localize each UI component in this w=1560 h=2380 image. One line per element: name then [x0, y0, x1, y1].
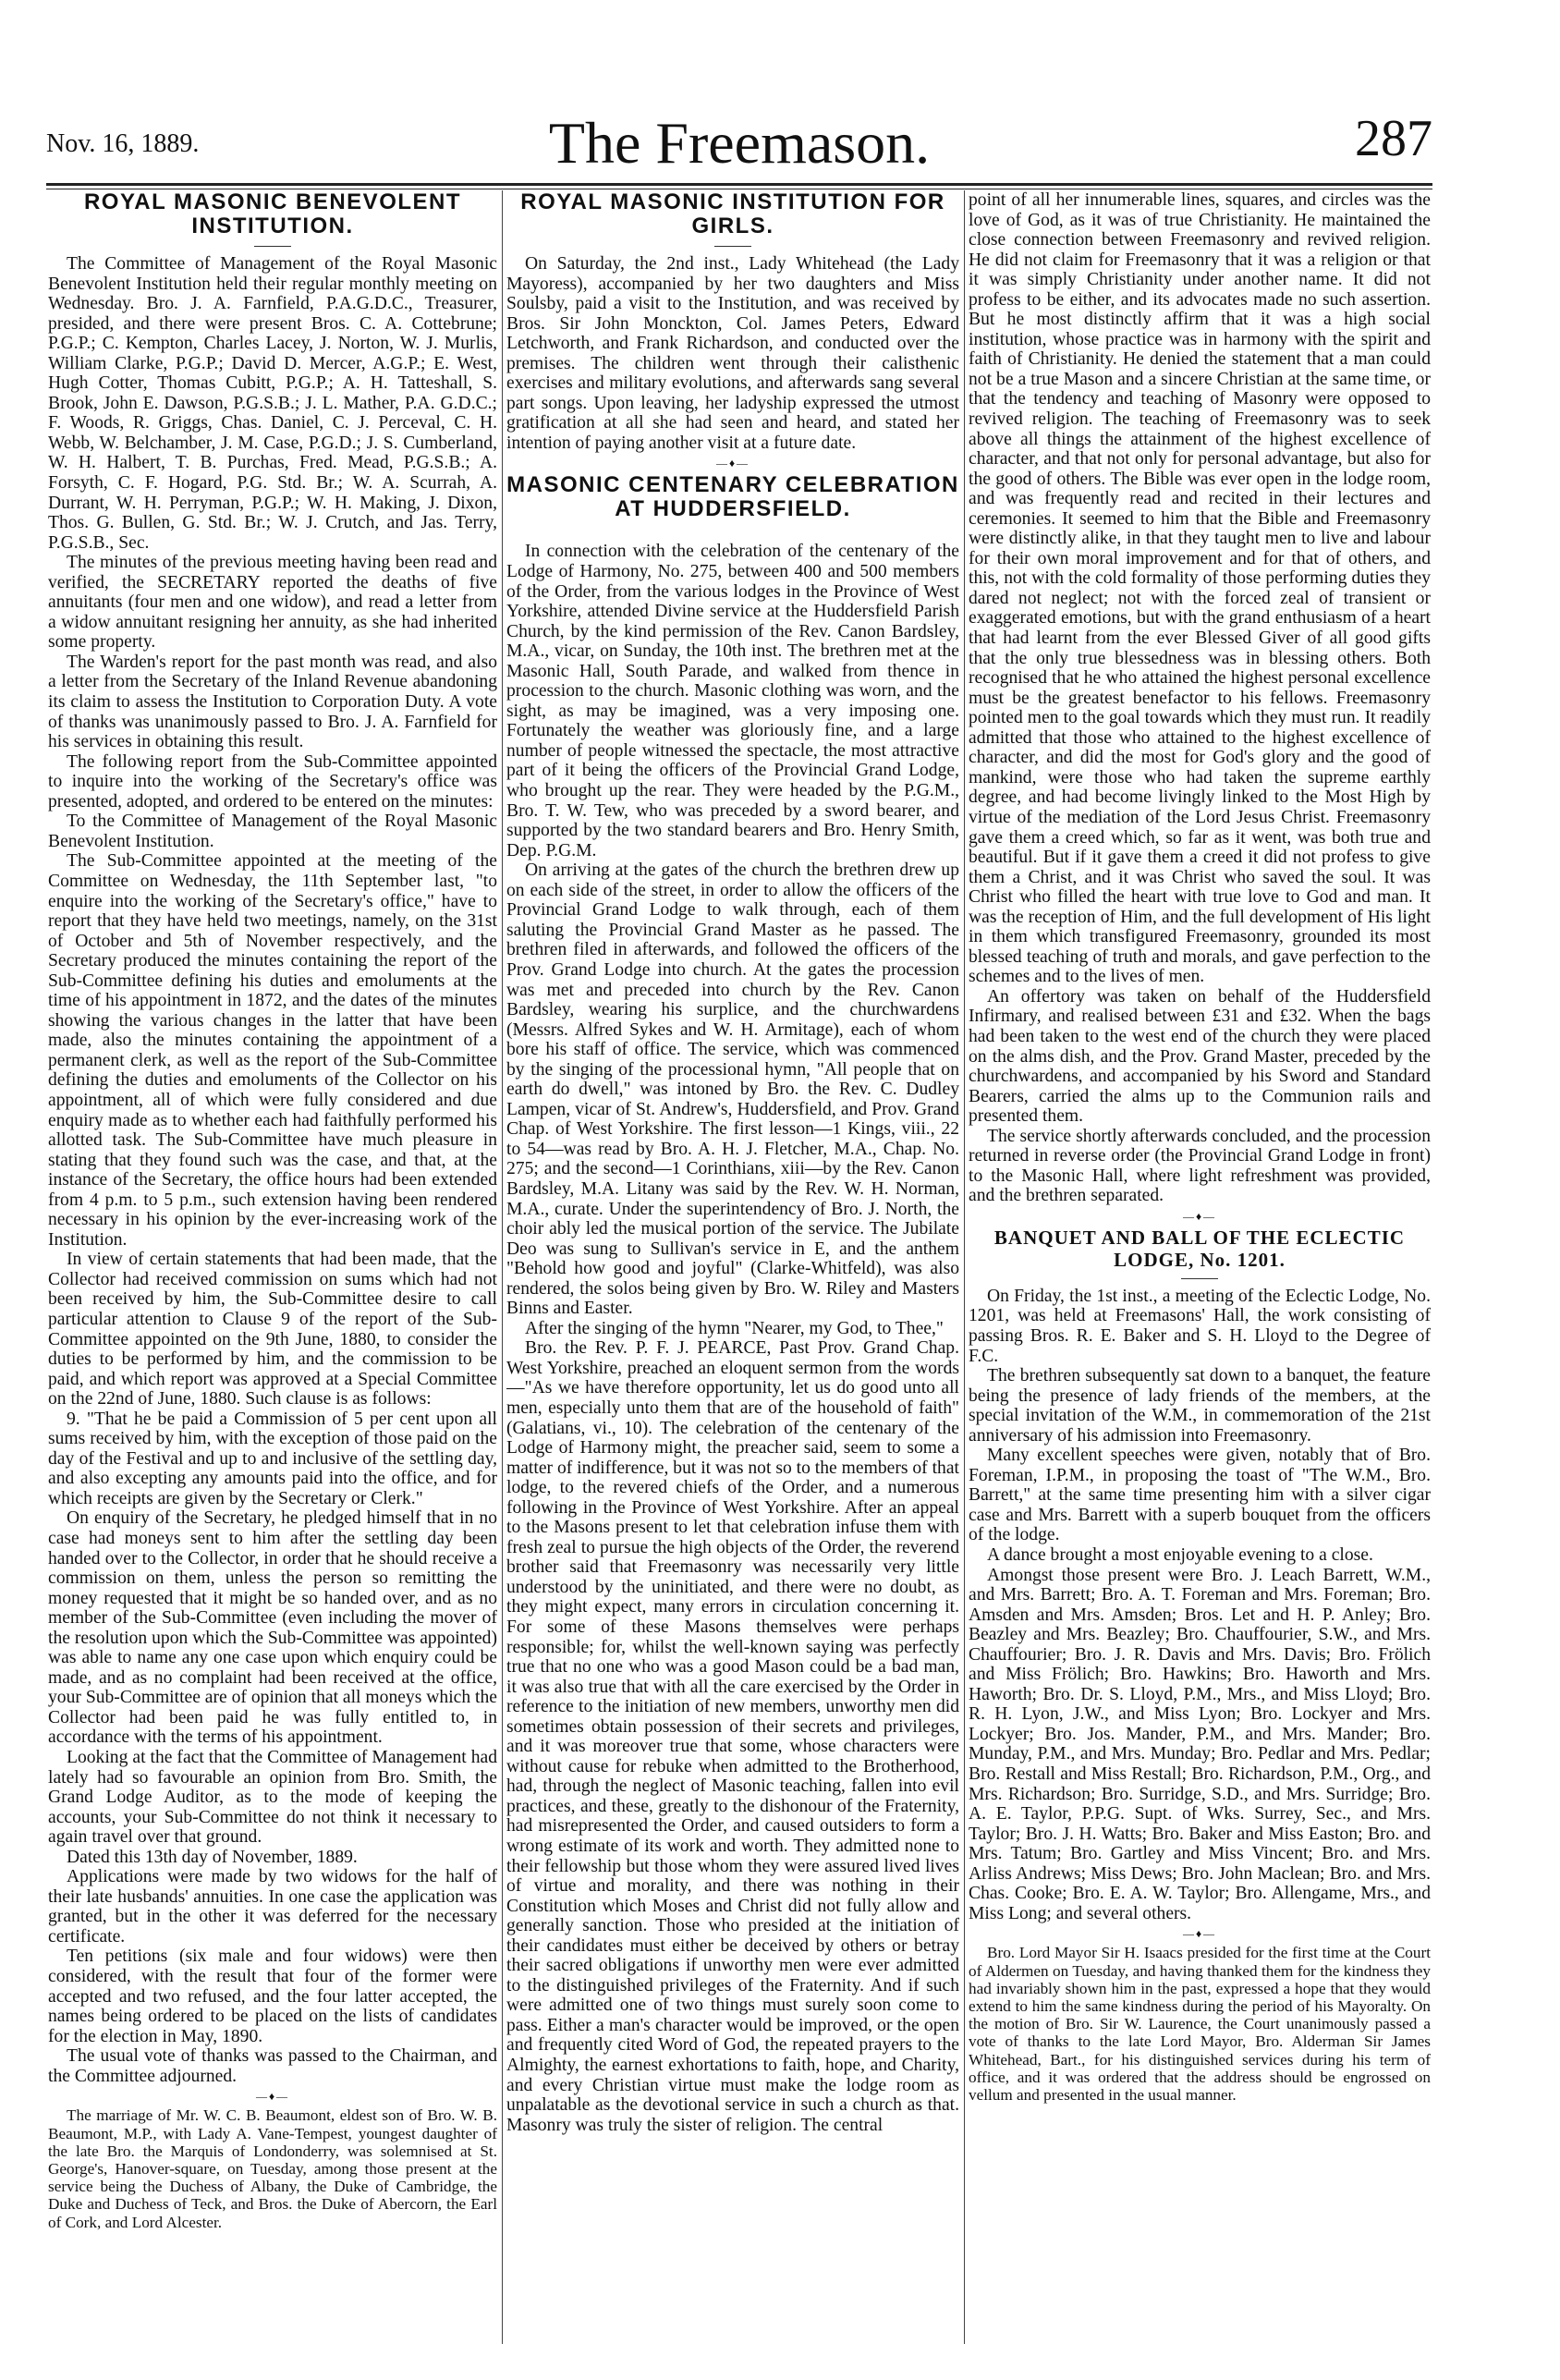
column-3: [969, 190, 1431, 2344]
newspaper-title: The Freemason.: [548, 110, 931, 176]
paragraph: To the Committee of Management of the Royal Masonic Benevolent Institution.: [48, 812, 497, 851]
paragraph: In connection with the celebration of the centenary of the Lodge of Harmony, No. 275, between 400 and 500 members of the Order, from the various lodges in the Province of West Yorkshire, attended Divine service at the Huddersfield Parish Church, by the kind permission of the Rev. Canon Bardsley, M.A., vicar, on Sunday, the 10th inst. The brethren met at the Masonic Hall, South Parade, and walked from thence in procession to the church. Masonic clothing was worn, and the sight, as may be imagined, was a very imposing one. Fortunately the weather was gloriously fine, and a large number of people witnessed the spectacle, the most attractive part of it being the officers of the Provincial Grand Lodge, who brought up the rear. They were headed by the P.G.M., Bro. T. W. Tew, who was preceded by a sword bearer, and supported by the two standard bearers and Bro. Henry Smith, Dep. P.G.M.: [506, 542, 959, 860]
paragraph: After the singing of the hymn "Nearer, my God, to Thee,": [525, 1318, 944, 1338]
masthead: [46, 109, 1432, 183]
paragraph: Amongst those present were Bro. J. Leach Barrett, W.M., and Mrs. Barrett; Bro. A. T. Foreman and Mrs. Foreman; Bro. Amsden and Mrs. Amsden; Bros. Let and H. P. Anley; Bro. Beazley and Mrs. Beazley; Bro. Chauffourier, S.W., and Mrs. Chauffourier; Bro. J. R. Davis and Mrs. Davis; Bro. Frölich and Miss Frölich; Bro. Hawkins; Bro. Haworth and Mrs. Haworth; Bro. Dr. S. Lloyd, P.M., Mrs., and Miss Lloyd; Bro. R. H. Lyon, J.W., and Miss Lyon; Bro. Lockyer and Mrs. Lockyer; Bro. Jos. Mander, P.M., and Mrs. Mander; Bro. Munday, P.M., and Mrs. Munday; Bro. Pedlar and Mrs. Pedlar; Bro. Restall and Miss Restall; Bro. Richardson, P.M., Org., and Mrs. Richardson; Bro. Surridge, S.D., and Mrs. Surridge; Bro. A. E. Taylor, P.P.G. Supt. of Wks. Surrey, Sec., and Mrs. Taylor; Bro. J. H. Watts; Bro. Baker and Miss Easton; Bro. and Mrs. Tatum; Bro. Gartley and Miss Vincent; Bro. and Mrs. Arliss Andrews; Miss Dews; Bro. John Maclean; Bro. and Mrs. Chas. Cooke; Bro. E. A. W. Taylor; Bro. Allengame, Mrs., and Miss Long; and several others.: [969, 1565, 1431, 1923]
paragraph: In view of certain statements that had been made, that the Collector had received commission on sums which had not been received by him, the Sub-Committee desire to call particular attention to Clause 9 of the report of the Sub-Committee appointed on the 9th June, 1880, to consider the duties to be performed by him, and the commission to be paid, and which report was approved at a Special Committee on the 22nd of June, 1880. Such clause is as follows:: [48, 1250, 497, 1410]
page-number: 287: [1355, 110, 1432, 167]
section-ornament: —♦—: [1182, 1209, 1217, 1223]
masthead-rule: [46, 183, 1432, 186]
issue-date: Nov. 16, 1889.: [46, 129, 200, 158]
article-heading: ROYAL MASONIC BENEVOLENT INSTITUTION.: [83, 190, 462, 238]
heading-rule: [254, 246, 291, 247]
paragraph: 9. "That he be paid a Commission of 5 per cent upon all sums received by him, with the exception of those paid on the day of the Festival and up to and inclusive of the settling day, and also excepting any amounts paid into the office, and for which receipts are given by the Secretary or Clerk.": [48, 1409, 497, 1508]
section-ornament: —♦—: [1182, 1927, 1217, 1941]
paragraph: point of all her innumerable lines, squares, and circles was the love of God, as it was of true Christianity. He maintained the close connection between Freemasonry and revived religion. He did not claim for Freemasonry that it was a religion or that it was simply Christianity under another name. It did not profess to be either, and its advocates made no such assertion. But he most distinctly affirm that it was a high social institution, whose practice was in harmony with the spirit and faith of Christianity. He denied the statement that a man could not be a true Mason and a sincere Christian at the same time, or that the tendency and teaching of Masonry were opposed to revived religion. The teaching of Freemasonry was to seek above all things the attainment of the highest excellence of character, and that not only for personal advantage, but also for the good of others. The Bible was ever open in the lodge room, and was frequently read and recited in their lectures and ceremonies. It seemed to him that the Bible and Freemasonry were distinctly alike, in that they taught men to live and labour for their own moral improvement and for that of others, and this, not with the cold formality of those performing duties they dared not neglect; not with the forced zeal of transient or exaggerated emotions, but with the grand enthusiasm of a heart that had learnt from the ever Blessed Giver of all good gifts that the only true blessedness was in blessing others. Both recognised that he who attained the highest personal excellence must be the greatest benefactor to his fellows. Freemasonry pointed men to the goal towards which they must run. It readily admitted that those who attained to the highest excellence of character, and did the most for God's glory and the good of mankind, were those who had taken the supreme earthly degree, and had become livingly linked to the Most High by virtue of the mediation of the Lord Jesus Christ. Freemasonry gave them a creed which, so far as it went, was both true and beautiful. But if it gave them a creed it did not profess to give them a Christ, and it was Christ who saved the soul. It was Christ who filled the heart with true love to God and man. It was the reception of Him, and the full development of His light in them which transfigured Freemasonry, grounded its most blessed teaching of truth and morals, and gave perfection to the schemes and to the lives of men.: [969, 190, 1431, 987]
paragraph: The usual vote of thanks was passed to the Chairman, and the Committee adjourned.: [48, 2046, 497, 2086]
paragraph: Bro. Lord Mayor Sir H. Isaacs presided for the first time at the Court of Aldermen on Tuesday, and having thanked them for the kindness they had invariably shown him in the past, expressed a hope that they would extend to him the same kindness during the period of his Mayoralty. On the motion of Bro. Sir W. Laurence, the Court unanimously passed a vote of thanks to the late Lord Mayor, Bro. Alderman Sir James Whitehead, Bart., for his distinguished services during his term of office, and it was ordered that the address should be engrossed on vellum and presented in the usual manner.: [969, 1944, 1431, 2105]
heading-rule: [1181, 1278, 1218, 1279]
paragraph: An offertory was taken on behalf of the Huddersfield Infirmary, and realised between £31 and £32. When the bags had been taken to the west end of the church they were placed on the alms dish, and the Prov. Grand Master, preceded by the churchwardens, and accompanied by his Sword and Standard Bearers, carried the alms up to the Communion rails and presented them.: [969, 986, 1431, 1127]
paragraph: On Saturday, the 2nd inst., Lady Whitehead (the Lady Mayoress), accompanied by her two daughters and Miss Soulsby, paid a visit to the Institution, and was received by Bros. Sir John Monckton, Col. James Peters, Edward Letchworth, and Frank Richardson, and conducted over the premises. The children went through their calisthenic exercises and military evolutions, and afterwards sang several part songs. Upon leaving, her ladyship expressed the utmost gratification at all she had seen and heard, and stated her intention of paying another visit at a future date.: [506, 254, 959, 453]
paragraph: Bro. the Rev. P. F. J. PEARCE, Past Prov. Grand Chap. West Yorkshire, preached an eloquent sermon from the words—"As we have therefore opportunity, let us do good unto all men, especially unto them that are of the household of faith" (Galatians, vi., 10). The celebration of the centenary of the Lodge of Harmony might, the preacher said, seem to some a matter of indifference, but it was not so to the members of that lodge, to the revered chiefs of the Order, and a numerous following in the Province of West Yorkshire. After an appeal to the Masons present to let that celebration infuse them with fresh zeal to pursue the high objects of the Order, the reverend brother said that Freemasonry was necessarily very little understood by the uninitiated, and there were no doubt, as they might expect, many errors in circulation concerning it. For some of these Masons themselves were perhaps responsible; for, whilst the well-known saying was perfectly true that no one who was a good Mason could be a bad man, it was also true that with all the care exercised by the Order in reference to the initiation of new members, unworthy men did sometimes obtain possession of their secrets and privileges, and it was moreover true that some, whose characters were without cause for rebuke when admitted to the Brotherhood, had, through the neglect of Masonic teaching, fallen into evil practices, and these, greatly to the dishonour of the Fraternity, had misrepresented the Order, and caused outsiders to form a wrong estimate of its work and worth. They admitted none to their fellowship but those whom they were assured lived lives of virtue and morality, and there was nothing in their Constitution which Moses and Christ did not fully allow and generally sanction. Those who presided at the initiation of their candidates must either be deceived by others or betray their sacred obligations if unworthy men were ever admitted to the distinguished privileges of the Fraternity. And if such were admitted one of two things must surely soon come to pass. Either a man's character would be improved, or the open and frequently cited Word of God, the repeated prayers to the Almighty, the earnest exhortations to faith, hope, and Charity, and every Christian virtue must make the lodge room as unpalatable as the devotional service in such a church as that. Masonry was truly the sister of religion. The central: [506, 1338, 959, 2135]
paragraph: Ten petitions (six male and four widows) were then considered, with the result that four of the former were accepted and two refused, and the four latter accepted, the names being ordered to be placed on the lists of candidates for the election in May, 1890.: [48, 1947, 497, 2046]
article-heading: MASONIC CENTENARY CELEBRATION AT HUDDERSFIELD.: [506, 472, 959, 522]
paragraph: On enquiry of the Secretary, he pledged himself that in no case had moneys sent to him after the settling day been handed over to the Collector, in order that he should receive a commission on them, unless the person so remitting the money requested that it might be so handed over, and as no member of the Sub-Committee (even including the mover of the resolution upon which the Sub-Committee was appointed) was able to name any one case upon which enquiry could be made, and as no complaint had been received at the office, your Sub-Committee are of opinion that all moneys which the Collector had been paid he was fully entitled to, in accordance with the terms of his appointment.: [48, 1508, 497, 1748]
paragraph: On Friday, the 1st inst., a meeting of the Eclectic Lodge, No. 1201, was held at Freemasons' Hall, the work consisting of passing Bros. R. E. Baker and S. H. Lloyd to the Degree of F.C.: [969, 1286, 1431, 1366]
paragraph: On arriving at the gates of the church the brethren drew up on each side of the street, in order to allow the officers of the Provincial Grand Lodge to walk through, each of them saluting the Provincial Grand Master as he passed. The brethren filed in afterwards, and followed the officers of the Prov. Grand Lodge into church. At the gates the procession was met and preceded into church by the Rev. Canon Bardsley, wearing his surplice, and the churchwardens (Messrs. Alfred Sykes and W. H. Armitage), each of whom bore his staff of office. The service, which was commenced by the singing of the processional hymn, "All people that on earth do dwell," was intoned by Bro. the Rev. C. Dudley Lampen, vicar of St. Andrew's, Huddersfield, and Prov. Grand Chap. of West Yorkshire. The first lesson—1 Kings, viii., 22 to 54—was read by Bro. A. H. J. Fletcher, M.A., Chap. No. 275; and the second—1 Corinthians, xiii—by the Rev. Canon Bardsley, M.A. Litany was said by the Rev. W. H. Norman, M.A., curate. Under the superintendency of Bro. J. North, the choir ably led the musical portion of the service. The Jubilate Deo was sung to Sullivan's service in E, and the anthem "Behold how good and joyful" (Clarke-Whitfeld), was also rendered, the solos being given by Bro. W. Riley and Masters Binns and Easter.: [506, 860, 959, 1319]
paragraph: The Warden's report for the past month was read, and also a letter from the Secretary of the Inland Revenue abandoning its claim to assess the Institution to Corporation Duty. A vote of thanks was unanimously passed to Bro. J. A. Farnfield for his services in obtaining this result.: [48, 652, 497, 752]
column-2: [506, 190, 959, 2344]
paragraph: Applications were made by two widows for the half of their late husbands' annuities. In one case the application was granted, but in the other it was deferred for the necessary certificate.: [48, 1867, 497, 1947]
paragraph: Many excellent speeches were given, notably that of Bro. Foreman, I.P.M., in proposing the toast of "The W.M., Bro. Barrett," at the same time presenting him with a silver cigar case and Mrs. Barrett with a superb bouquet from the officers of the lodge.: [969, 1446, 1431, 1545]
section-ornament: —♦—: [715, 457, 750, 470]
column-divider: [964, 190, 965, 2344]
paragraph: The Sub-Committee appointed at the meeting of the Committee on Wednesday, the 11th September last, "to enquire into the working of the Secretary's office," have to report that they have held two meetings, namely, on the 31st of October and 5th of November respectively, and the Secretary produced the minutes containing the report of the Sub-Committee defining his duties and emoluments at the time of his appointment in 1872, and the dates of the minutes showing the various changes in the latter that have been made, also the minutes containing the appointment of a permanent clerk, as well as the report of the Sub-Committee defining the duties and emoluments of the Collector on his appointment, all of which were fully considered and due enquiry made as to whether each had faithfully performed his allotted task. The Sub-Committee have much pleasure in stating that they found such was the case, and that, at the instance of the Secretary, the office hours had been extended from 4 p.m. to 5 p.m., such extension having been rendered necessary in his opinion by the ever-increasing work of the Institution.: [48, 851, 497, 1250]
paragraph: Dated this 13th day of November, 1889.: [67, 1847, 358, 1867]
article-heading: BANQUET AND BALL OF THE ECLECTIC LODGE, No. 1201.: [993, 1226, 1406, 1271]
column-divider: [502, 190, 503, 2344]
paragraph: The service shortly afterwards concluded, and the procession returned in reverse order (the Provincial Grand Lodge in front) to the Masonic Hall, where light refreshment was provided, and the brethren separated.: [969, 1126, 1431, 1206]
paragraph: The following report from the Sub-Committee appointed to inquire into the working of the Secretary's office was presented, adopted, and ordered to be entered on the minutes:: [48, 751, 497, 812]
paragraph: The Committee of Management of the Royal Masonic Benevolent Institution held their regular monthly meeting on Wednesday. Bro. J. A. Farnfield, P.A.G.D.C., Treasurer, presided, and there were present Bros. C. A. Cottebrune; P.G.P.; C. Kempton, Charles Lacey, J. Norton, W. J. Murlis, William Clarke, P.G.P.; David D. Mercer, A.G.P.; E. West, Hugh Cotter, Thomas Cubitt, P.G.P.; A. H. Tatteshall, S. Brook, John E. Dawson, P.G.S.B.; J. L. Mather, P.A. G.D.C.; F. Woods, R. Griggs, Chas. Daniel, C. J. Perceval, C. H. Webb, W. Belchamber, J. M. Case, P.G.D.; J. S. Cumberland, W. H. Halbert, T. B. Purchas, Fred. Mead, P.G.S.B.; A. Forsyth, C. F. Hogard, P.G. Std. Br.; W. A. Scurrah, A. Durrant, W. H. Perryman, P.G.P.; W. H. Making, J. Dixon, Thos. G. Bullen, G. Std. Br.; W. J. Crutch, and Jas. Terry, P.G.S.B., Sec.: [48, 254, 497, 553]
paragraph: The brethren subsequently sat down to a banquet, the feature being the presence of lady friends of the members, at the special invitation of the W.M., in commemoration of the 21st anniversary of his admission into Freemasonry.: [969, 1366, 1431, 1446]
spacer: [506, 521, 959, 542]
paragraph: Looking at the fact that the Committee of Management had lately had so favourable an opinion from Bro. Smith, the Grand Lodge Auditor, as to the mode of keeping the accounts, your Sub-Committee do not think it necessary to again travel over that ground.: [48, 1748, 497, 1848]
column-1: [48, 190, 497, 2353]
paragraph: The marriage of Mr. W. C. B. Beaumont, eldest son of Bro. W. B. Beaumont, M.P., with Lady A. Vane-Tempest, youngest daughter of the late Bro. the Marquis of Londonderry, was solemnised at St. George's, Hanover-square, on Tuesday, among those present at the service being the Duchess of Albany, the Duke of Cambridge, the Duke and Duchess of Teck, and Bros. the Duke of Abercorn, the Earl of Cork, and Lord Alcester.: [48, 2106, 497, 2231]
paragraph: A dance brought a most enjoyable evening to a close.: [987, 1545, 1373, 1565]
article-heading: ROYAL MASONIC INSTITUTION FOR GIRLS.: [520, 190, 945, 238]
paragraph: The minutes of the previous meeting having been read and verified, the SECRETARY reported the deaths of five annuitants (four men and one widow), and read a letter from a widow annuitant resigning her annuity, as she had inherited some property.: [48, 553, 497, 653]
heading-rule: [714, 246, 751, 247]
section-ornament: —♦—: [255, 2090, 290, 2104]
